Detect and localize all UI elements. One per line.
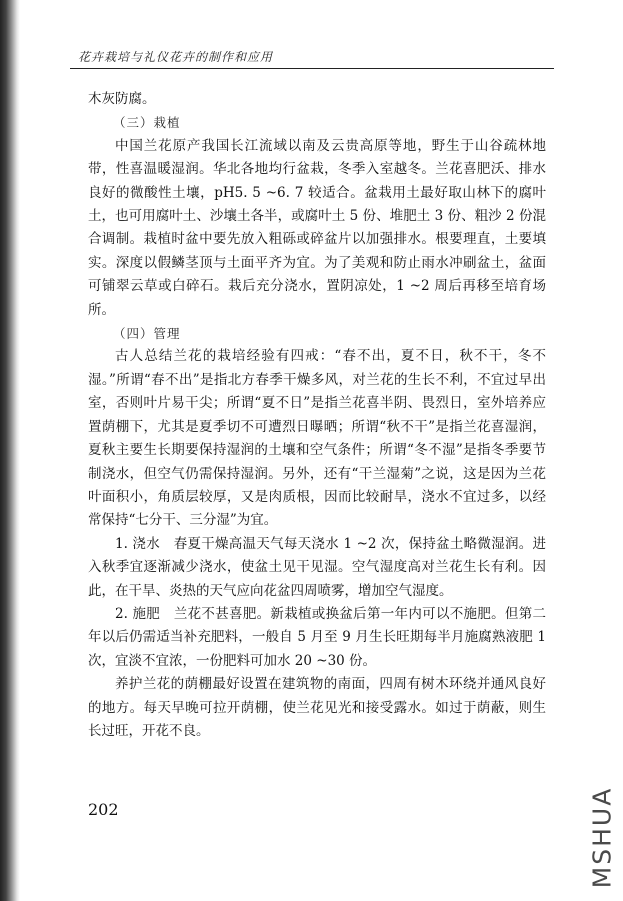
paragraph-continuation: 木灰防腐。 [88, 91, 156, 107]
body-text [88, 88, 546, 743]
paragraph-shade-shed: 养护兰花的荫棚最好设置在建筑物的南面，四周有树木环绕并通风良好的地方。每天早晚可拉开荫棚，使兰花见光和接受露水。如过于荫蔽，则生长过旺，开花不良。 [88, 676, 546, 739]
paragraph-four-rules: 古人总结兰花的栽培经验有四戒：“春不出，夏不日，秋不干，冬不湿。”所谓“春不出”是指北方春季干燥多风，对兰花的生长不利，不宜过早出室，否则叶片易干尖；所谓“夏不日”是指兰花喜半阴、畏烈日，室外培养应置荫棚下，尤其是夏季切不可遭烈日曝晒；所谓“秋不干”是指兰花喜湿润，夏秋主要生长期要保持湿润的土壤和空气条件；所谓“冬不湿”是指冬季要节制浇水，但空气仍需保持湿润。另外，还有“干兰湿菊”之说，这是因为兰花叶面积小，角质层较厚，又是肉质根，因而比较耐旱，浇水不宜过多，以经常保持“七分干、三分湿”为宜。 [88, 348, 546, 529]
watermark-text: MSHUA [587, 786, 617, 888]
running-head: 花卉栽培与礼仪花卉的制作和应用 [78, 50, 274, 64]
paragraph-watering: 1. 浇水 春夏干燥高温天气每天浇水 1 ~2 次，保持盆土略微湿润。进入秋季宜逐渐减少浇水，使盆土见干见湿。空气湿度高对兰花生长有利。因此，在干旱、炎热的天气应向花盆四周喷雾，增加空气湿度。 [88, 535, 546, 599]
paragraph-fertilizing: 2. 施肥 兰花不甚喜肥。新栽植或换盆后第一年内可以不施肥。但第二年以后仍需适当补充肥料，一般自 5 月至 9 月生长旺期每半月施腐熟液肥 1 次，宜淡不宜浓，一份肥料可加水 20 ~30 份。 [88, 605, 546, 669]
header-rule [70, 68, 554, 69]
page-number: 202 [88, 800, 119, 819]
watermark [589, 784, 615, 890]
section-heading-management: （四）管理 [113, 326, 181, 342]
paragraph-planting: 中国兰花原产我国长江流域以南及云贵高原等地，野生于山谷疏林地带，性喜温暖湿润。华北各地均行盆栽，冬季入室越冬。兰花喜肥沃、排水良好的微酸性土壤，pH5. 5 ~6. 7 较适合。盆栽用土最好取山林下的腐叶土，也可用腐叶土、沙壤土各半，或腐叶土 5 份、堆肥土 3 份、粗沙 2 份混合调制。栽植时盆中要先放入粗砾或碎盆片以加强排水。根要理直，土要填实。深度以假鳞茎顶与土面平齐为宜。为了美观和防止雨水冲刷盆土，盆面可铺翠云草或白碎石。栽后充分浇水，置阴凉处，1 ~2 周后再移至培育场所。 [88, 137, 546, 318]
page-binding-shadow [0, 0, 20, 901]
section-heading-planting: （三）栽植 [113, 115, 181, 131]
